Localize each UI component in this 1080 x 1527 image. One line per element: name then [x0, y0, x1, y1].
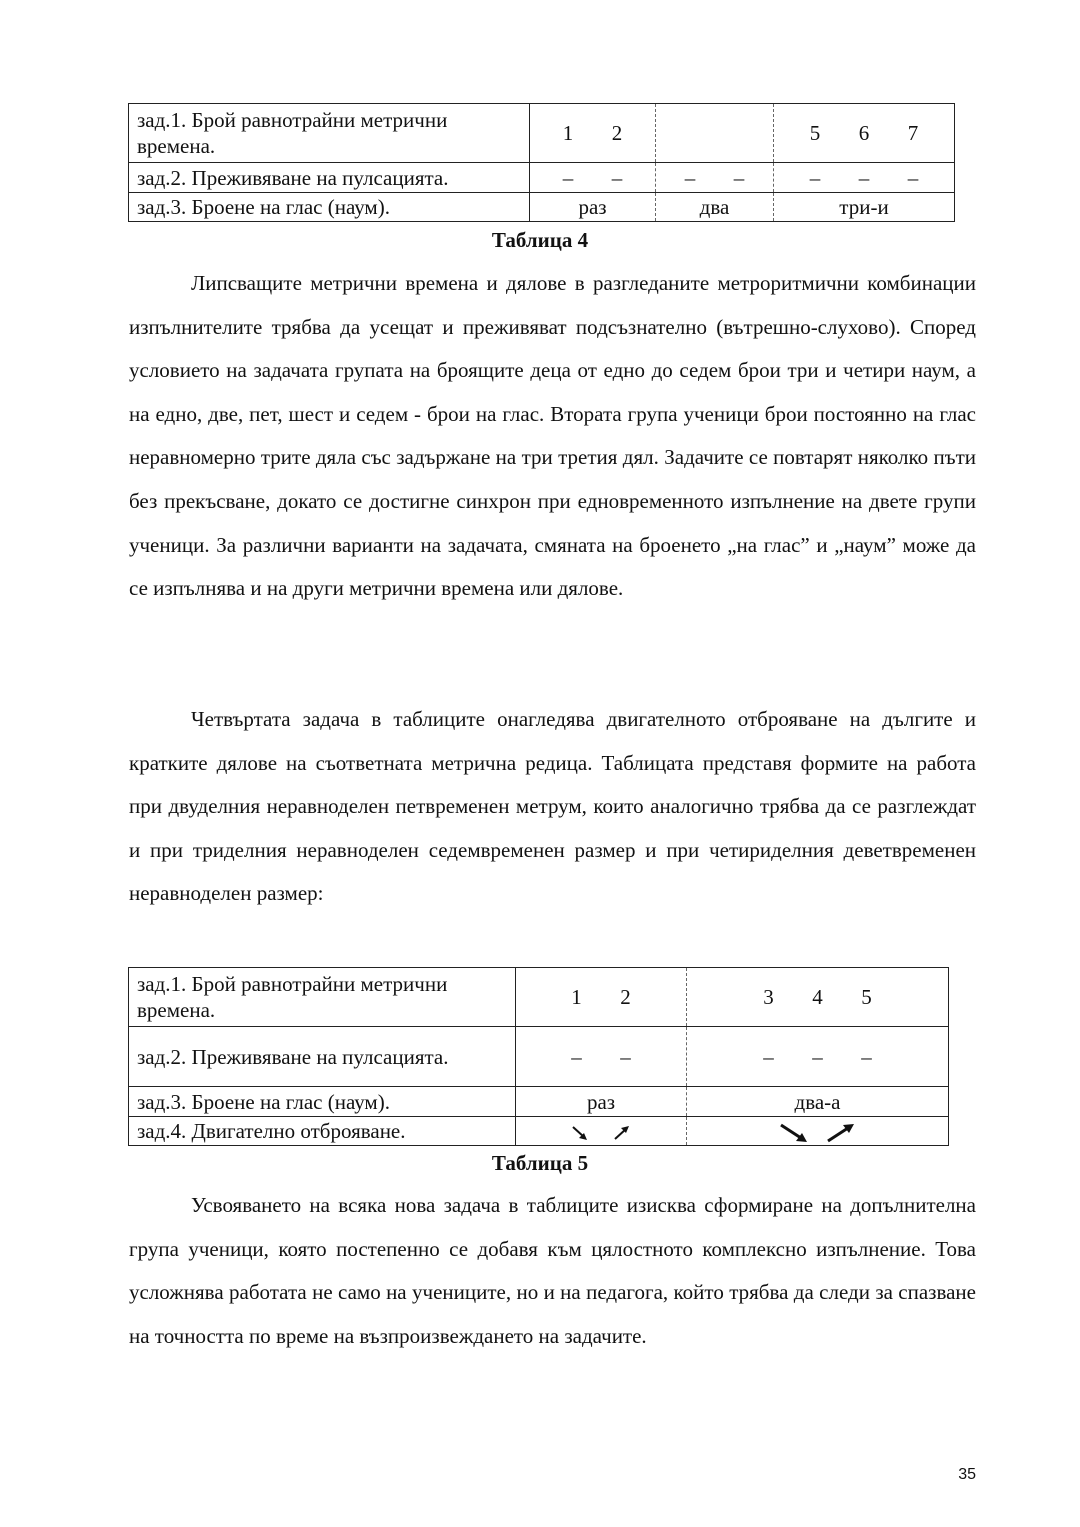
table-row	[129, 104, 955, 163]
arrow-up-right-icon	[611, 1123, 633, 1143]
table-cell: раз	[530, 193, 656, 222]
table-4	[128, 103, 955, 222]
table-cell: 1 2	[530, 104, 656, 163]
page-number: 35	[958, 1466, 976, 1483]
table-cell: – – –	[774, 163, 955, 193]
arrow-up-right-icon	[825, 1122, 857, 1144]
table-5-caption: Таблица 5	[491, 1151, 589, 1175]
table-cell-label: зад.2. Преживяване на пулсацията.	[129, 1027, 516, 1087]
table-cell-label: зад.1. Брой равнотрайни метрични времена.	[129, 968, 516, 1027]
table-cell-label: зад.2. Преживяване на пулсацията.	[129, 163, 530, 193]
table-cell: два-а	[687, 1087, 949, 1117]
paragraph-3: Усвояването на всяка нова задача в таблиците изисква сформиране на допълнителна група ученици, която постепенно се добавя към цялостното комплексно изпълнение. Това усложнява работата не само на учениците, но и на педагога, който трябва да следи за спазване на точността по време на възпроизвеждането на задачите.	[129, 1193, 976, 1348]
table-cell: два	[656, 193, 774, 222]
paragraph-1: Липсващите метрични времена и дялове в разгледаните метроритмични комбинации изпълнителите трябва да усещат и преживяват подсъзнателно (вътрешно-слухово). Според условието на задачата групата на броящите деца от едно до седем брои три и четири наум, а на едно, две, пет, шест и седем - брои на глас. Втората група ученици брои постоянно на глас неравномерно трите дяла със задържане на три третия дял. Задачите се повтарят няколко пъти без прекъсване, докато се достигне синхрон при едновременното изпълнение на двете групи ученици. За различни варианти на задачата, смяната на броенето „на глас” и „наум” може да се изпълнява и на други метрични времена или дялове.	[129, 271, 976, 601]
table-cell: 1 2	[516, 968, 687, 1027]
arrow-down-right-icon	[569, 1123, 591, 1143]
table-row	[129, 163, 955, 193]
table-4-caption: Таблица 4	[491, 228, 589, 252]
table-cell-label: зад.1. Брой равнотрайни метрични времена.	[129, 104, 530, 163]
table-cell-arrows	[516, 1117, 687, 1146]
table-row	[129, 1027, 949, 1087]
table-cell: три-и	[774, 193, 955, 222]
table-cell: – –	[656, 163, 774, 193]
table-row	[129, 968, 949, 1027]
table-row	[129, 193, 955, 222]
table-row	[129, 1117, 949, 1146]
table-5	[128, 967, 949, 1146]
arrow-down-right-icon	[778, 1122, 810, 1144]
table-cell: – – –	[687, 1027, 949, 1087]
table-cell: – –	[530, 163, 656, 193]
table-cell: 5 6 7	[774, 104, 955, 163]
table-cell-label: зад.4. Двигателно отброяване.	[129, 1117, 516, 1146]
table-cell-label: зад.3. Броене на глас (наум).	[129, 193, 530, 222]
table-cell	[656, 104, 774, 163]
table-row	[129, 1087, 949, 1117]
table-cell: – –	[516, 1027, 687, 1087]
table-cell-label: зад.3. Броене на глас (наум).	[129, 1087, 516, 1117]
table-cell-arrows	[687, 1117, 949, 1146]
table-cell: 3 4 5	[687, 968, 949, 1027]
table-cell: раз	[516, 1087, 687, 1117]
paragraph-2: Четвъртата задача в таблиците онагледява двигателното отброяване на дългите и кратките дялове на съответната метрична редица. Таблицата представя формите на работа при двуделния неравноделен петвременен метрум, които аналогично трябва да се разглеждат и при триделния неравноделен седемвременен размер и при четириделния деветвременен неравноделен размер:	[129, 707, 976, 906]
